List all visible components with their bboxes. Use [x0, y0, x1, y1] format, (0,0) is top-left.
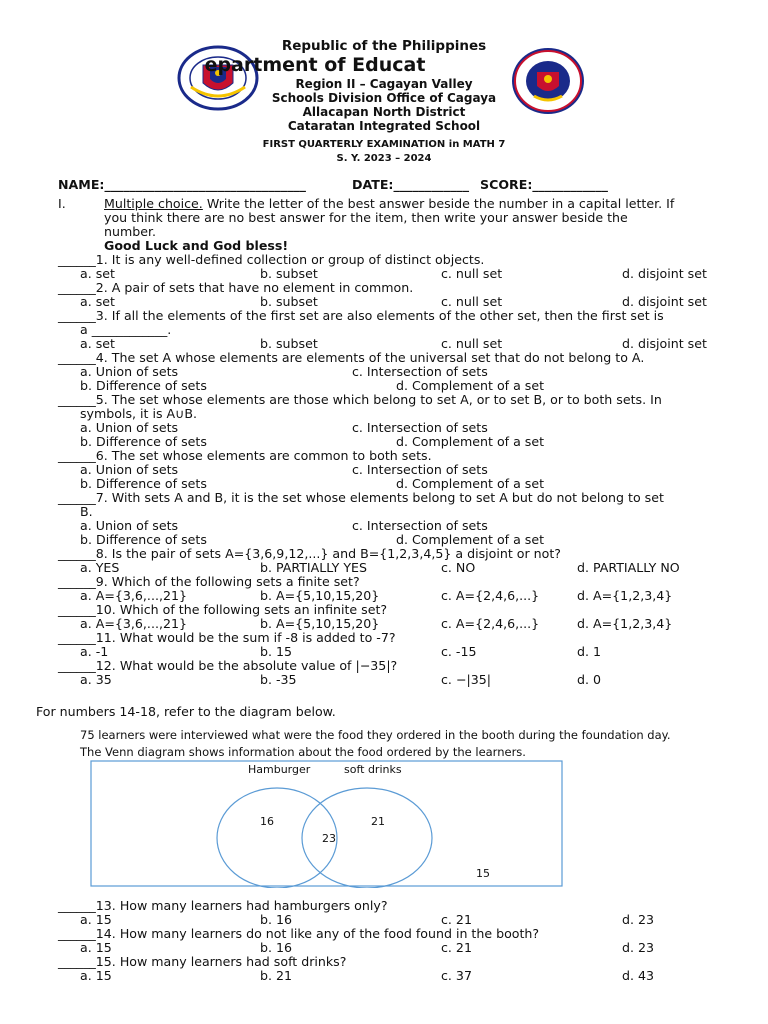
answer-option: c. 21: [441, 940, 472, 955]
venn-label-hamburger: Hamburger: [248, 763, 311, 776]
question-text: ______11. What would be the sum if -8 is added to -7?: [58, 630, 396, 645]
answer-option: d. 1: [577, 644, 602, 659]
answer-option: a. set: [80, 266, 115, 281]
date-field[interactable]: DATE:____________: [352, 177, 470, 192]
question-text: ______5. The set whose elements are those which belong to set A, or to set B, or to both sets. In: [58, 392, 662, 407]
instruction-heading: Multiple choice.: [104, 196, 203, 211]
answer-option: d. 23: [622, 912, 655, 927]
answer-option: d. disjoint set: [622, 294, 707, 309]
answer-option: a. 15: [80, 968, 112, 983]
answer-option: a. 35: [80, 672, 112, 687]
answer-option: d. Complement of a set: [396, 532, 545, 547]
answer-option: d. 23: [622, 940, 655, 955]
answer-option: b. A={5,10,15,20}: [260, 588, 380, 603]
answer-option: b. subset: [260, 266, 318, 281]
header-region: Region II – Cagayan Valley: [295, 77, 473, 91]
answer-option: d. Complement of a set: [396, 476, 545, 491]
instruction-line-1: [104, 197, 732, 211]
venn-description-1: 75 learners were interviewed what were the food they ordered in the booth during the foundation day.: [80, 728, 671, 742]
answer-option: c. A={2,4,6,...}: [441, 616, 540, 631]
venn-value-neither: 15: [476, 867, 490, 880]
venn-circle-hamburger: [217, 788, 337, 888]
answer-option: a. set: [80, 294, 115, 309]
question-text: ______9. Which of the following sets a finite set?: [58, 574, 360, 589]
part-roman: I.: [58, 196, 66, 211]
answer-option: d. disjoint set: [622, 266, 707, 281]
answer-option: c. A={2,4,6,...}: [441, 588, 540, 603]
answer-option: a. 15: [80, 940, 112, 955]
question-text-continued: symbols, it is A∪B.: [80, 406, 198, 421]
exam-school-year: S. Y. 2023 – 2024: [336, 153, 432, 164]
answer-option: b. 21: [260, 968, 293, 983]
answer-option: c. −|35|: [441, 672, 491, 687]
answer-option: a. Union of sets: [80, 420, 179, 435]
answer-option: a. A={3,6,...,21}: [80, 616, 187, 631]
venn-value-soft-drinks-only: 21: [371, 815, 385, 828]
venn-value-both: 23: [322, 832, 336, 845]
header-department: epartment of Educat: [204, 54, 426, 76]
venn-description-2: The Venn diagram shows information about the food ordered by the learners.: [80, 745, 526, 759]
venn-value-hamburger-only: 16: [260, 815, 274, 828]
good-luck-text: Good Luck and God bless!: [104, 238, 289, 253]
instruction-text: Write the letter of the best answer beside the number in a capital letter. If: [202, 196, 675, 211]
answer-option: b. Difference of sets: [80, 434, 207, 449]
answer-option: a. A={3,6,...,21}: [80, 588, 187, 603]
answer-option: c. Intersection of sets: [352, 518, 488, 533]
answer-option: b. PARTIALLY YES: [260, 560, 367, 575]
header-district: Allacapan North District: [302, 105, 466, 119]
answer-option: a. set: [80, 336, 115, 351]
question-text: ______4. The set A whose elements are elements of the universal set that do not belong to A.: [58, 350, 645, 365]
name-field[interactable]: NAME:________________________________: [58, 177, 306, 192]
answer-option: c. null set: [441, 294, 503, 309]
answer-option: a. Union of sets: [80, 518, 179, 533]
header-republic: Republic of the Philippines: [281, 38, 487, 54]
answer-option: d. Complement of a set: [396, 434, 545, 449]
answer-option: a. Union of sets: [80, 462, 179, 477]
question-text: ______14. How many learners do not like any of the food found in the booth?: [58, 926, 540, 941]
answer-option: c. null set: [441, 266, 503, 281]
answer-option: b. A={5,10,15,20}: [260, 616, 380, 631]
question-text: ______3. If all the elements of the first set are also elements of the other set, then the first set is: [58, 308, 664, 323]
question-text: ______13. How many learners had hamburgers only?: [58, 898, 388, 913]
answer-option: c. Intersection of sets: [352, 364, 488, 379]
answer-option: d. disjoint set: [622, 336, 707, 351]
answer-option: c. null set: [441, 336, 503, 351]
question-text: ______8. Is the pair of sets A={3,6,9,12,...} and B={1,2,3,4,5} a disjoint or not?: [58, 546, 561, 561]
instruction-line-3: number.: [104, 224, 156, 239]
question-text: ______15. How many learners had soft drinks?: [58, 954, 347, 969]
answer-option: b. Difference of sets: [80, 476, 207, 491]
answer-option: b. subset: [260, 336, 318, 351]
answer-option: a. 15: [80, 912, 112, 927]
answer-option: d. PARTIALLY NO: [577, 560, 680, 575]
answer-option: b. subset: [260, 294, 318, 309]
score-field[interactable]: SCORE:____________: [480, 177, 608, 192]
venn-intro: For numbers 14-18, refer to the diagram below.: [36, 704, 336, 719]
answer-option: d. 0: [577, 672, 602, 687]
answer-option: d. A={1,2,3,4}: [577, 588, 673, 603]
header-division: Schools Division Office of Cagaya: [271, 91, 497, 105]
answer-option: c. -15: [441, 644, 477, 659]
question-text: ______7. With sets A and B, it is the set whose elements belong to set A but do not belong to set: [58, 490, 664, 505]
question-text: ______2. A pair of sets that have no element in common.: [58, 280, 414, 295]
answer-option: c. Intersection of sets: [352, 462, 488, 477]
answer-option: b. Difference of sets: [80, 378, 207, 393]
answer-option: c. Intersection of sets: [352, 420, 488, 435]
answer-option: a. -1: [80, 644, 109, 659]
answer-option: b. Difference of sets: [80, 532, 207, 547]
instruction-line-2: you think there are no best answer for the item, then write your answer beside the: [104, 210, 628, 225]
question-text-continued: a ____________.: [80, 322, 172, 337]
answer-option: b. -35: [260, 672, 297, 687]
question-text-continued: B.: [80, 504, 93, 519]
exam-title: FIRST QUARTERLY EXAMINATION in MATH 7: [262, 139, 506, 150]
question-text: ______6. The set whose elements are common to both sets.: [58, 448, 432, 463]
answer-option: a. Union of sets: [80, 364, 179, 379]
venn-diagram: [90, 760, 564, 888]
question-text: ______12. What would be the absolute value of |−35|?: [58, 658, 398, 673]
answer-option: d. A={1,2,3,4}: [577, 616, 673, 631]
question-text: ______1. It is any well-defined collection or group of distinct objects.: [58, 252, 485, 267]
header-school: Cataratan Integrated School: [287, 119, 481, 133]
answer-option: b. 16: [260, 912, 293, 927]
answer-option: c. NO: [441, 560, 476, 575]
answer-option: b. 15: [260, 644, 293, 659]
answer-option: c. 21: [441, 912, 472, 927]
question-text: ______10. Which of the following sets an infinite set?: [58, 602, 388, 617]
answer-option: a. YES: [80, 560, 120, 575]
venn-label-soft-drinks: soft drinks: [344, 763, 402, 776]
answer-option: d. Complement of a set: [396, 378, 545, 393]
answer-option: c. 37: [441, 968, 472, 983]
answer-option: b. 16: [260, 940, 293, 955]
answer-option: d. 43: [622, 968, 655, 983]
